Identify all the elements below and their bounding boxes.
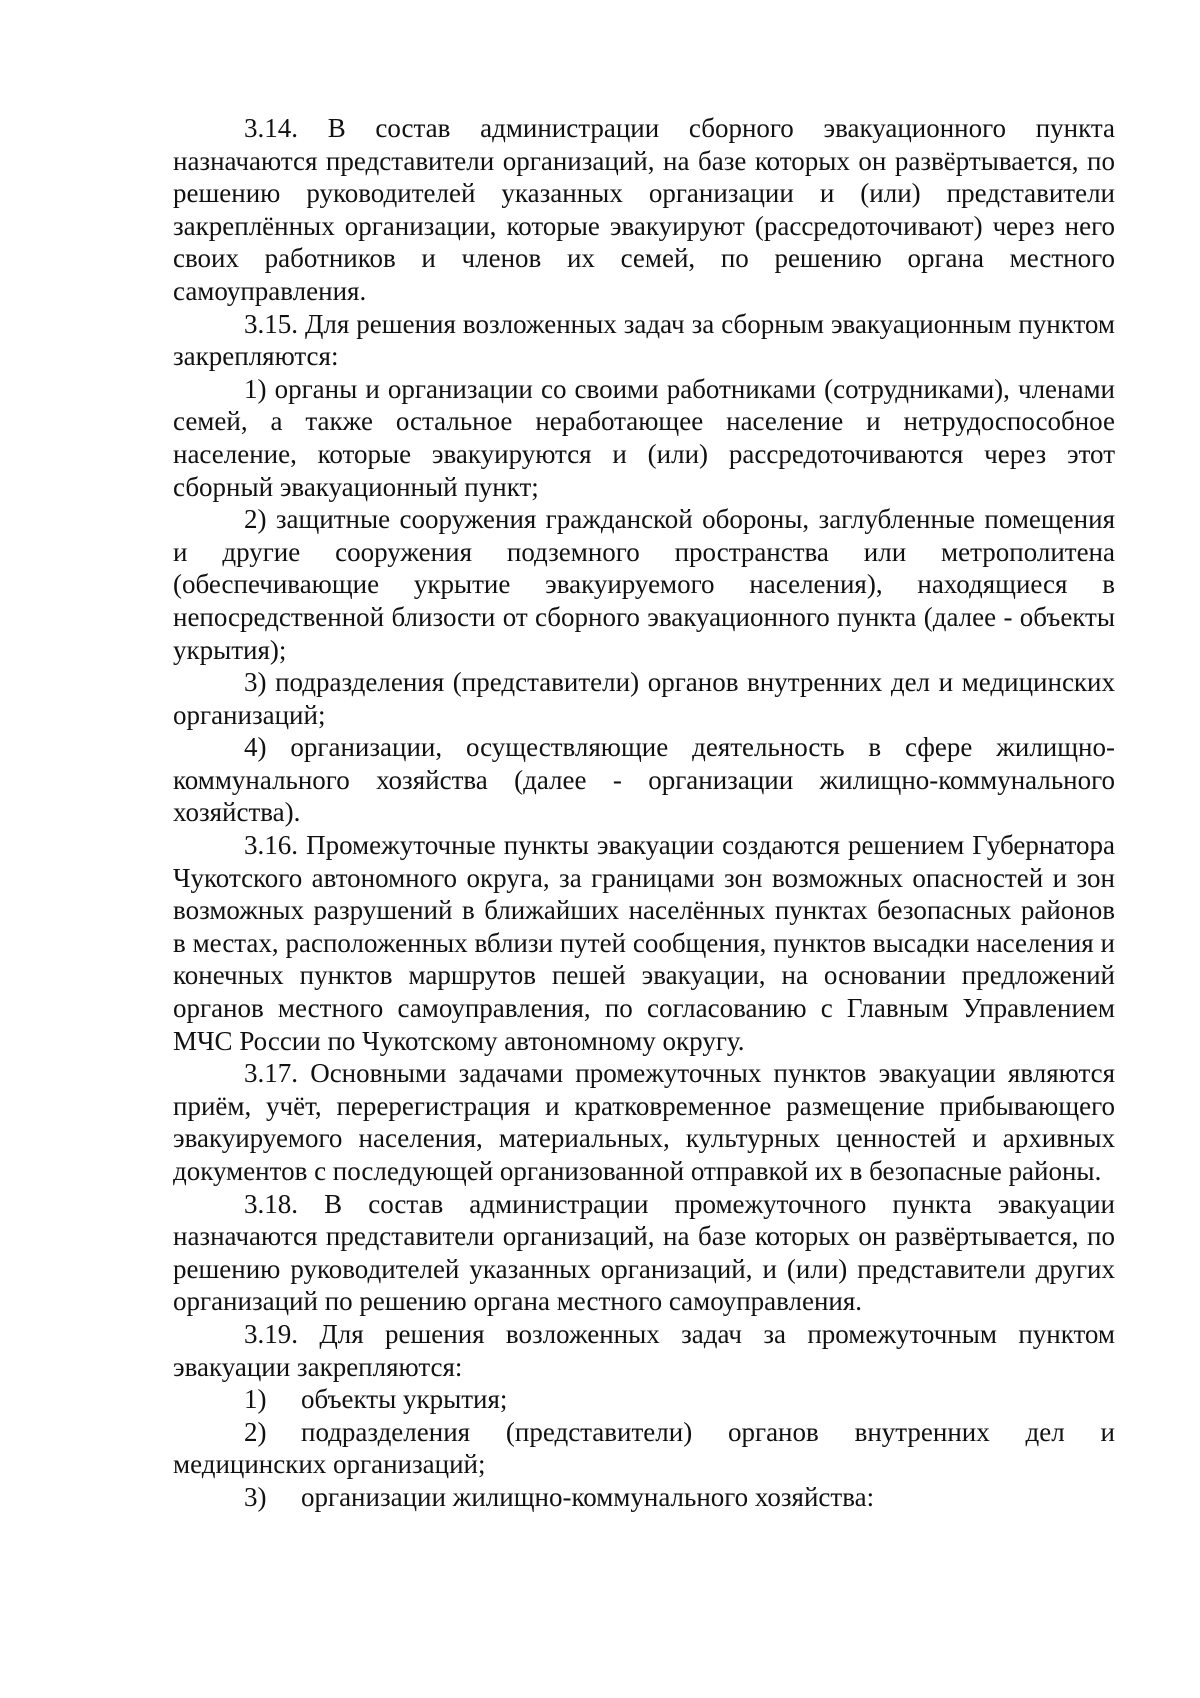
list-item-1: [173, 1383, 1115, 1416]
paragraph-3-16: 3.16. Промежуточные пункты эвакуации создаются решением Губернатора Чукотского автономного округа, за границами зон возможных опасностей и зон возможных разрушений в ближайших населённых пунктах безопасных районов в местах, расположенных вблизи путей сообщения, пунктов высадки населения и конечных пунктов маршрутов пешей эвакуации, на основании предложений органов местного самоуправления, по согласованию с Главным Управлением МЧС России по Чукотскому автономному округу.: [173, 830, 1115, 1056]
paragraph-3-15-item-3: 3) подразделения (представители) органов внутренних дел и медицинских организаций;: [173, 667, 1115, 730]
list-item-text: организации жилищно-коммунального хозяйства:: [301, 1481, 875, 1512]
paragraph-3-15-item-1: 1) органы и организации со своими работниками (сотрудниками), членами семей, а также остальное неработающее население и нетрудоспособное население, которые эвакуируются и (или) рассредоточиваются через этот сборный эвакуационный пункт;: [173, 373, 1115, 502]
paragraph-3-18: 3.18. В состав администрации промежуточного пункта эвакуации назначаются представители организаций, на базе которых он развёртывается, по решению руководителей указанных организаций, и (или) представители других организаций по решению органа местного самоуправления.: [173, 1188, 1115, 1317]
list-item-number: 1): [244, 1384, 267, 1415]
list-item-2: [173, 1416, 1115, 1481]
paragraph-3-19: 3.19. Для решения возложенных задач за промежуточным пунктом эвакуации закрепляются:: [173, 1318, 1115, 1382]
paragraph-3-14: 3.14. В состав администрации сборного эвакуационного пункта назначаются представители организаций, на базе которых он развёртывается, по решению руководителей указанных организации и (или) представители закреплённых организации, которые эвакуируют (рассредоточивают) через него своих работников и членов их семей, по решению органа местного самоуправления.: [173, 113, 1115, 306]
paragraph-3-15-item-2: 2) защитные сооружения гражданской обороны, заглубленные помещения и другие сооружения подземного пространства или метрополитена (обеспечивающие укрытие эвакуируемого населения), находящиеся в непосредственной близости от сборного эвакуационного пункта (далее - объекты укрытия);: [173, 504, 1115, 665]
document-page: [173, 112, 1115, 1514]
paragraph-3-15-item-4: 4) организации, осуществляющие деятельность в сфере жилищно-коммунального хозяйства (далее - организации жилищно-коммунального хозяйства).: [173, 732, 1115, 828]
paragraph-3-15: 3.15. Для решения возложенных задач за сборным эвакуационным пунктом закрепляются:: [173, 308, 1115, 372]
list-item-number: 3): [244, 1481, 267, 1512]
list-item-text: объекты укрытия;: [301, 1384, 508, 1415]
list-item-text: подразделения (представители) органов внутренних дел и медицинских организаций;: [173, 1416, 1115, 1480]
paragraph-3-17: 3.17. Основными задачами промежуточных пунктов эвакуации являются приём, учёт, перерегистрация и кратковременное размещение прибывающего эвакуируемого населения, материальных, культурных ценностей и архивных документов с последующей организованной отправкой их в безопасные районы.: [173, 1058, 1115, 1186]
list-item-number: 2): [244, 1416, 267, 1447]
list-item-3: [173, 1481, 1115, 1514]
